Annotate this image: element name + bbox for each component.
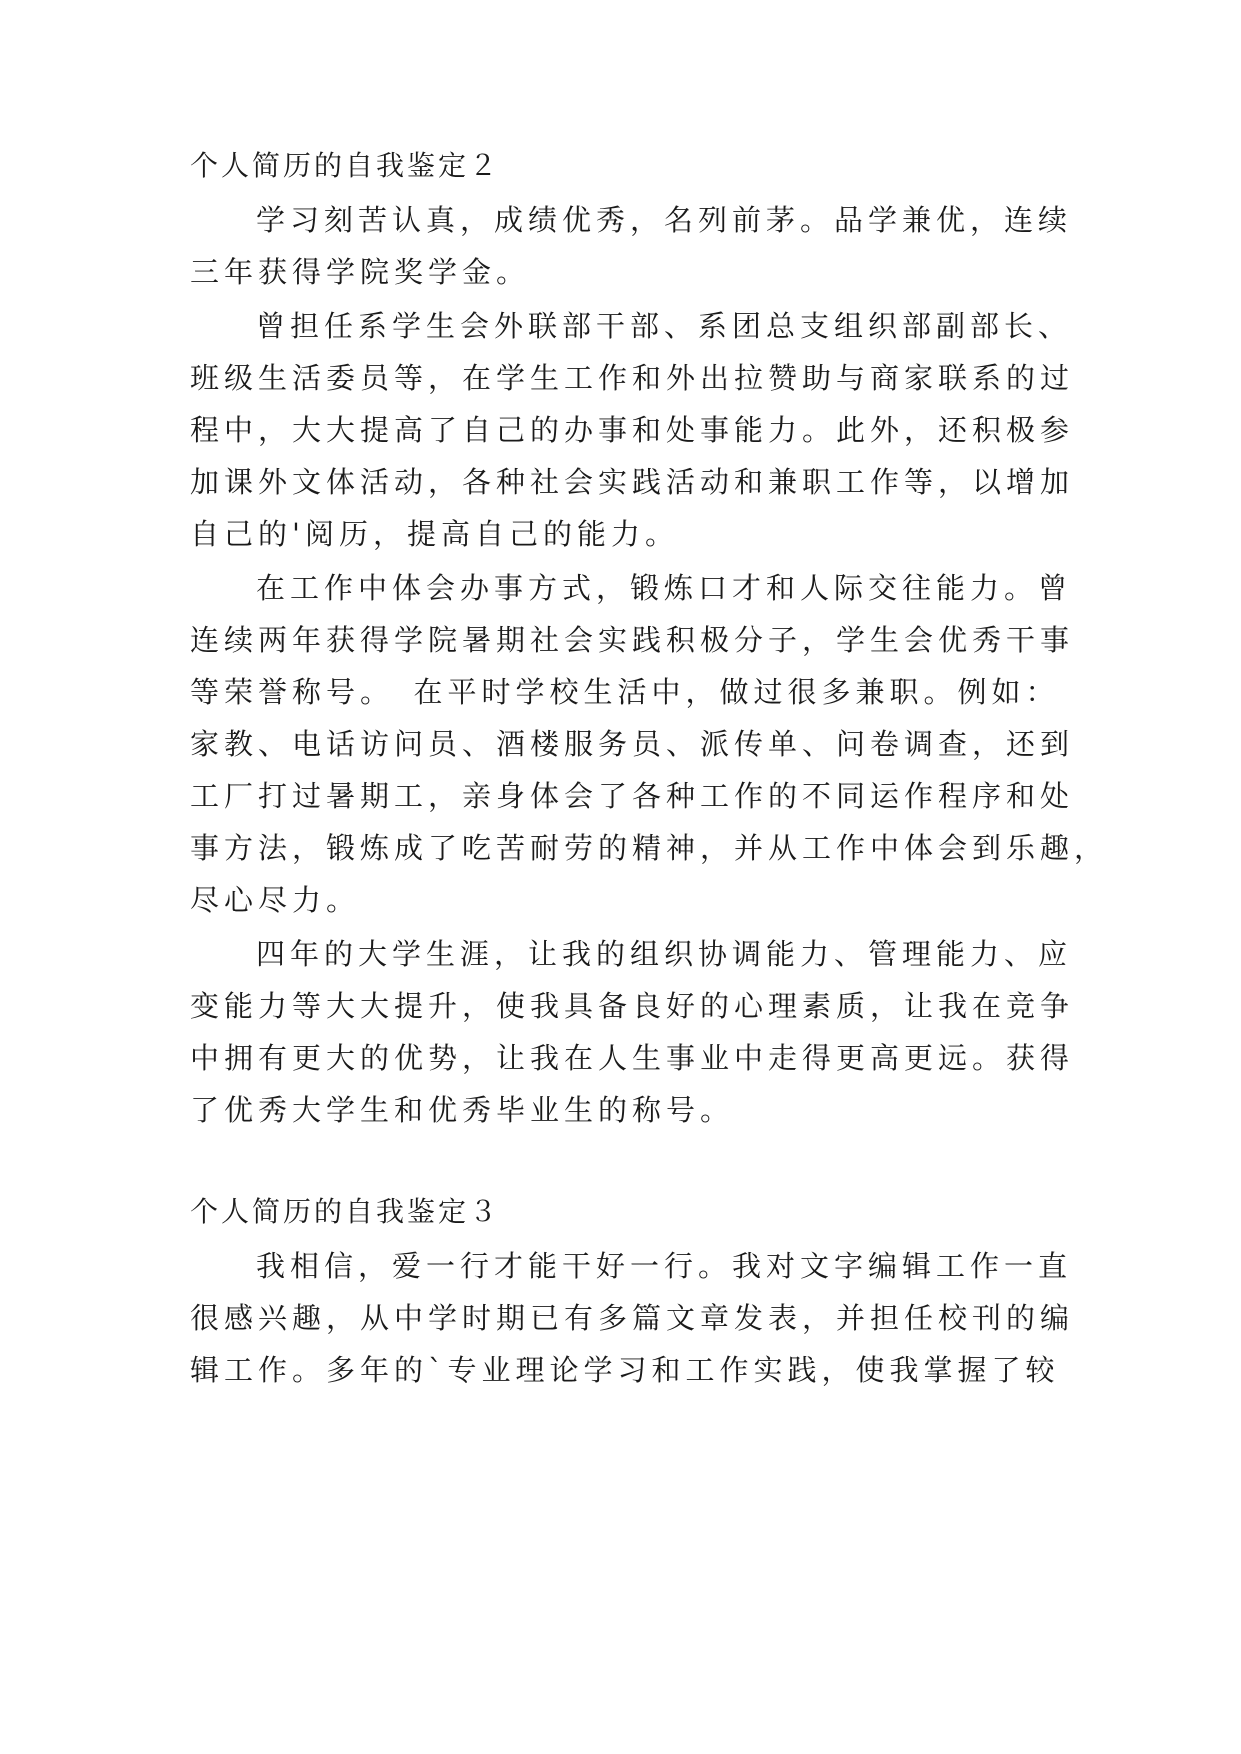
section-2-line: 事方法，锻炼成了吃苦耐劳的精神，并从工作中体会到乐趣，	[190, 831, 1109, 865]
section-2-line: 四年的大学生涯，让我的组织协调能力、管理能力、应	[256, 937, 1073, 971]
section-2-line: 连续两年获得学院暑期社会实践积极分子，学生会优秀干事	[190, 623, 1075, 657]
section-2-line: 三年获得学院奖学金。	[190, 255, 531, 289]
section-2-line: 了优秀大学生和优秀毕业生的称号。	[190, 1093, 735, 1127]
section-3-line: 辑工作。多年的`专业理论学习和工作实践，使我掌握了较	[190, 1353, 1060, 1387]
section-2-line: 学习刻苦认真，成绩优秀，名列前茅。品学兼优，连续	[256, 203, 1073, 237]
section-2-line: 尽心尽力。	[190, 883, 361, 917]
section-3-line: 我相信，爱一行才能干好一行。我对文字编辑工作一直	[256, 1249, 1073, 1283]
section-2-line: 家教、电话访问员、酒楼服务员、派传单、问卷调查，还到	[190, 727, 1075, 761]
section-3-heading: 个人简历的自我鉴定３	[190, 1195, 501, 1228]
section-2-line: 变能力等大大提升，使我具备良好的心理素质，让我在竞争	[190, 989, 1075, 1023]
section-2-line: 班级生活委员等，在学生工作和外出拉赞助与商家联系的过	[190, 361, 1075, 395]
section-2-line: 加课外文体活动，各种社会实践活动和兼职工作等，以增加	[190, 465, 1075, 499]
section-2-line: 曾担任系学生会外联部干部、系团总支组织部副部长、	[256, 309, 1073, 343]
section-3-line: 很感兴趣，从中学时期已有多篇文章发表，并担任校刊的编	[190, 1301, 1075, 1335]
section-2-heading: 个人简历的自我鉴定２	[190, 149, 501, 182]
section-2-line: 工厂打过暑期工，亲身体会了各种工作的不同运作程序和处	[190, 779, 1075, 813]
section-2-line: 在工作中体会办事方式，锻炼口才和人际交往能力。曾	[256, 571, 1073, 605]
section-2-line: 中拥有更大的优势，让我在人生事业中走得更高更远。获得	[190, 1041, 1075, 1075]
section-2-line: 等荣誉称号。 在平时学校生活中，做过很多兼职。例如：	[190, 675, 1060, 709]
section-2-line: 自己的'阅历，提高自己的能力。	[190, 517, 679, 551]
section-2-line: 程中，大大提高了自己的办事和处事能力。此外，还积极参	[190, 413, 1075, 447]
